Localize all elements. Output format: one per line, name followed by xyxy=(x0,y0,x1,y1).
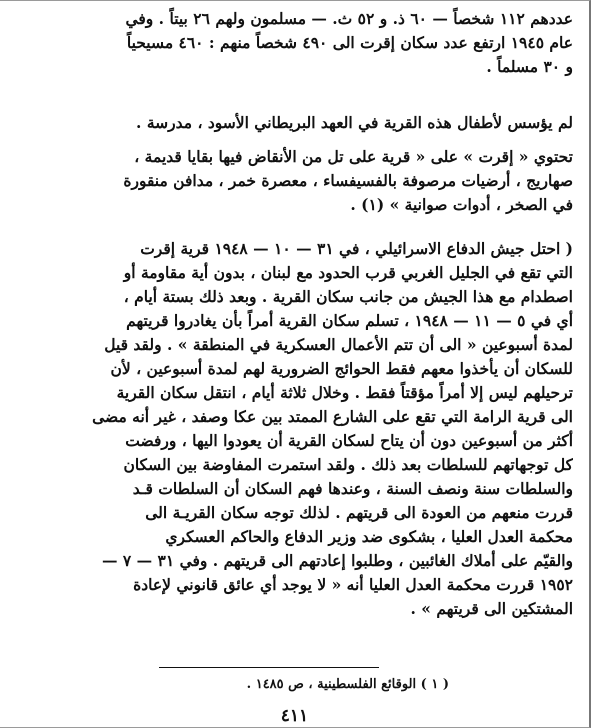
text-line: أي في ٥ — ١١ — ١٩٤٨ ، تسلم سكان القرية أمراً بأن يغادروا قريتهم xyxy=(126,311,573,330)
text-line: تحتوي « إقرت » على « قرية على تل من الأنقاض فيها بقايا قديمة ، xyxy=(134,147,573,166)
text-line: لم يؤسس لأطفال هذه القرية في العهد البريطاني الأسود ، مدرسة . xyxy=(136,113,573,132)
text-line: كل توجهاتهم للسلطات بعد ذلك . ولقد استمرت المفاوضة بين السكان xyxy=(123,455,573,474)
page-number: ٤١١ xyxy=(280,706,309,726)
text-line: اصطدام مع هذا الجيش من جانب سكان القرية . وبعد ذلك بستة أيام ، xyxy=(123,287,573,306)
text-line: والقيّم على أملاك الغائبين ، وطلبوا إعادتهم الى قريتهم . وفي ٣١ — ٧ — xyxy=(102,551,573,570)
text-line: لمدة أسبوعين « الى أن تتم الأعمال العسكرية في المنطقة » . ولقد قيل xyxy=(104,335,573,354)
text-line: أكثر من أسبوعين دون أن يتاح لسكان القرية أن يعودوا اليها ، ورفضت xyxy=(125,431,573,450)
text-line: عام ١٩٤٥ ارتفع عدد سكان إقرت الى ٤٩٠ شخصاً منهم : ٤٦٠ مسيحياً xyxy=(126,33,573,52)
text-line: المشتكين الى قريتهم » . xyxy=(410,599,573,618)
text-line: الى قرية الرامة التي تقع على الشارع الممتد بين عكا وصفد ، غير أنه مضى xyxy=(92,407,573,426)
text-line: و ٣٠ مسلماً . xyxy=(486,57,573,76)
text-line: ( احتل جيش الدفاع الاسرائيلي ، في ٣١ — ١٠ — ١٩٤٨ قرية إقرت xyxy=(140,239,573,258)
text-line: عددهم ١١٢ شخصاً — ٦٠ ذ. و ٥٢ ث. — مسلمون ولهم ٢٦ بيتاً . وفي xyxy=(125,9,573,28)
text-line: محكمة العدل العليا ، بشكوى ضد وزير الدفاع والحاكم العسكري xyxy=(165,527,573,546)
paragraph-antiquities xyxy=(28,145,573,217)
text-line: في الصخر ، أدوات صوانية » (١) . xyxy=(350,195,573,214)
text-line: قررت منعهم من العودة الى قريتهم . لذلك توجه سكان القريـة الى xyxy=(145,503,573,522)
text-line: للسكان أن يأخذوا معهم فقط الحوائج الضرورية لهم لمدة أسبوعين ، لأن xyxy=(110,359,573,378)
paragraph-occupation xyxy=(28,237,573,621)
text-line: ترحيلهم ليس إلا أمراً مؤقتاً فقط . وخلال ثلاثة أيام ، انتقل سكان القرية xyxy=(116,383,573,402)
footnote: ( ١ ) الوقائع الفلسطينية ، ص ١٤٨٥ . xyxy=(246,677,449,692)
text-line: صهاريج ، أرضيات مرصوفة بالفسيفساء ، معصرة خمر ، مدافن منقورة xyxy=(123,171,573,190)
paragraph-population xyxy=(28,7,573,79)
text-line: التي تقع في الجليل الغربي قرب الحدود مع لبنان ، بدون أية مقاومة أو xyxy=(123,263,573,282)
footnote-divider xyxy=(159,667,379,668)
text-line: ١٩٥٢ قررت محكمة العدل العليا أنه « لا يوجد أي عائق قانوني لإعادة xyxy=(133,575,573,594)
text-line: والسلطات سنة ونصف السنة ، وعندها فهم السكان أن السلطات قـد xyxy=(132,479,573,498)
paragraph-school xyxy=(28,111,573,135)
